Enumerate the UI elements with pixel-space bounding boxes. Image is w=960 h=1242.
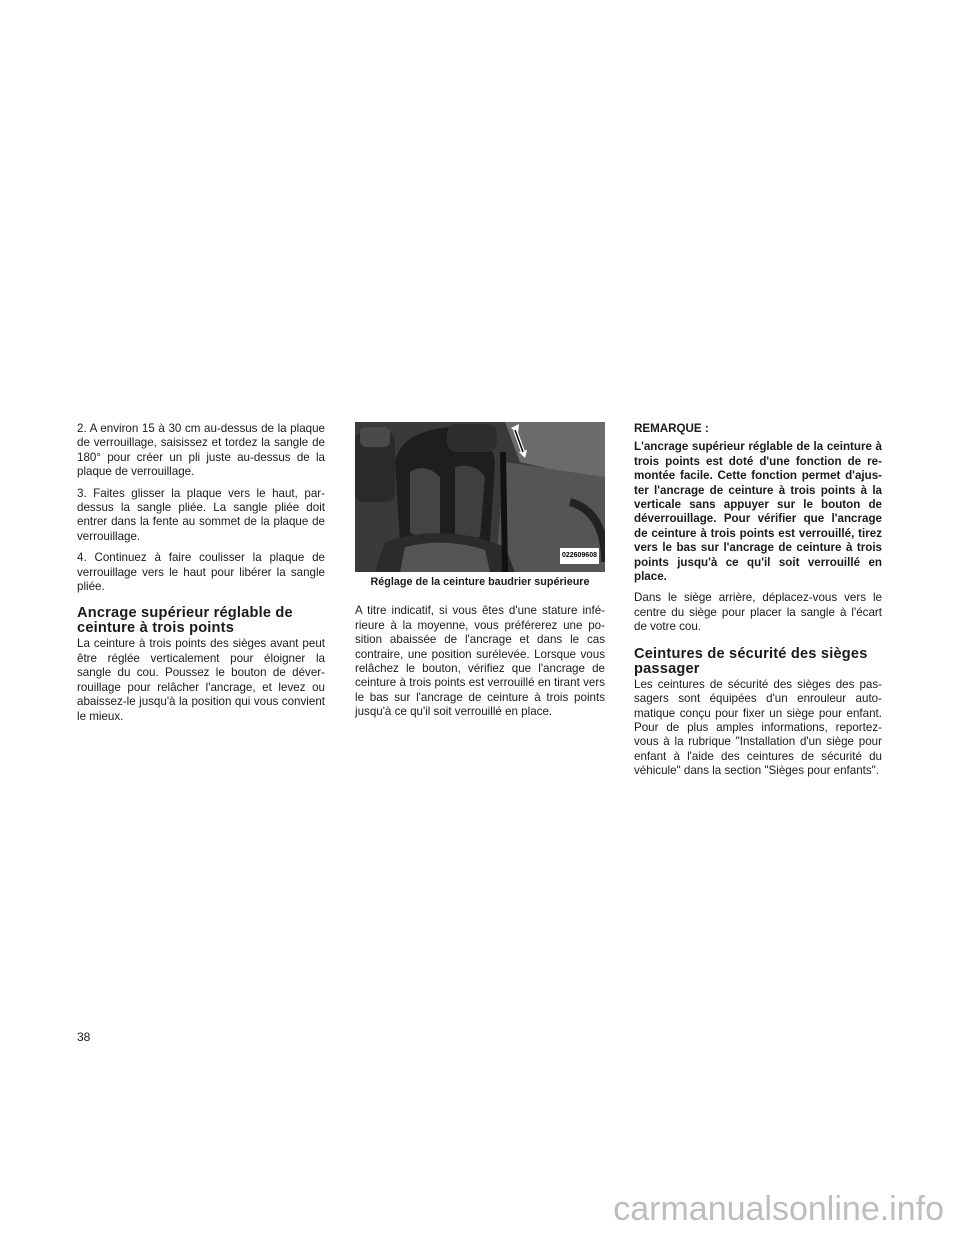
passenger-belt-text: Les ceintures de sécurité des sièges des pas-sagers sont équipées d'un enrouleur auto-matique conçu pour fixer un siège pour enfant. Pour de plus amples informations, reportez-vous à la rubrique "Installation d'un siège pour enfant à l'aide des ceintures de sécurité du véhicule" dans la section "Sièges pour enfants". bbox=[634, 677, 882, 778]
step-2-text: 2. A environ 15 à 30 cm au-dessus de la plaque de verrouillage, saisissez et tordez la sangle de 180° pour créer un pli juste au-dessus de la plaque de verrouillage. bbox=[77, 422, 325, 479]
anchor-guidance-text: A titre indicatif, si vous êtes d'une stature infé-rieure à la moyenne, vous préférerez une po-sition abaissée de l'ancrage et dans le cas contraire, une position surélevée. Lorsque vous relâchez le bouton, vérifiez que l'ancrage de ceinture à trois points est verrouillé en tirant vers le bas sur l'ancrage de ceinture à trois points jusqu'à ce qu'il soit verrouillé en place. bbox=[355, 604, 605, 719]
rear-seat-text: Dans le siège arrière, déplacez-vous vers le centre du siège pour placer la sangle à l'écart de votre cou. bbox=[634, 591, 882, 634]
figure-caption: Réglage de la ceinture baudrier supérieure bbox=[370, 576, 590, 588]
page-number: 38 bbox=[77, 1030, 91, 1044]
step-3-text: 3. Faites glisser la plaque vers le haut, par-dessus la sangle pliée. La sangle pliée doit entrer dans la fente au sommet de la plaque de verrouillage. bbox=[77, 486, 325, 543]
note-title: REMARQUE : bbox=[634, 422, 709, 435]
seat-belt-figure bbox=[355, 422, 605, 572]
middle-column bbox=[355, 422, 605, 727]
anchor-description: La ceinture à trois points des sièges avant peut être réglée verticalement pour éloigner la sangle du cou. Poussez le bouton de déver-rouillage pour relâcher l'ancrage, et levez ou abaissez-le jusqu'à la position qui vous convient le mieux. bbox=[77, 637, 325, 723]
left-column bbox=[77, 422, 325, 731]
figure-code: 022609608 bbox=[560, 548, 599, 564]
section-heading-passenger: Ceintures de sécurité des sièges passager bbox=[634, 645, 868, 677]
section-heading-anchor: Ancrage supérieur réglable de ceinture à trois points bbox=[77, 605, 293, 637]
right-column bbox=[634, 422, 882, 786]
note-body: L'ancrage supérieur réglable de la ceinture à trois points est doté d'une fonction de re-montée facile. Cette fonction permet d'ajus-ter l'ancrage de ceinture à trois points à la verticale sans appuyer sur le bouton de déverrouillage. Pour vérifier que l'ancrage de ceinture à trois points est verrouillé, tirez vers le bas sur l'ancrage de ceinture à trois points jusqu'à ce qu'il soit verrouillé en place. bbox=[634, 440, 882, 584]
watermark: carmanualsonline.info bbox=[613, 1190, 944, 1228]
step-4-text: 4. Continuez à faire coulisser la plaque de verrouillage vers le haut pour libérer la sangle pliée. bbox=[77, 551, 325, 594]
